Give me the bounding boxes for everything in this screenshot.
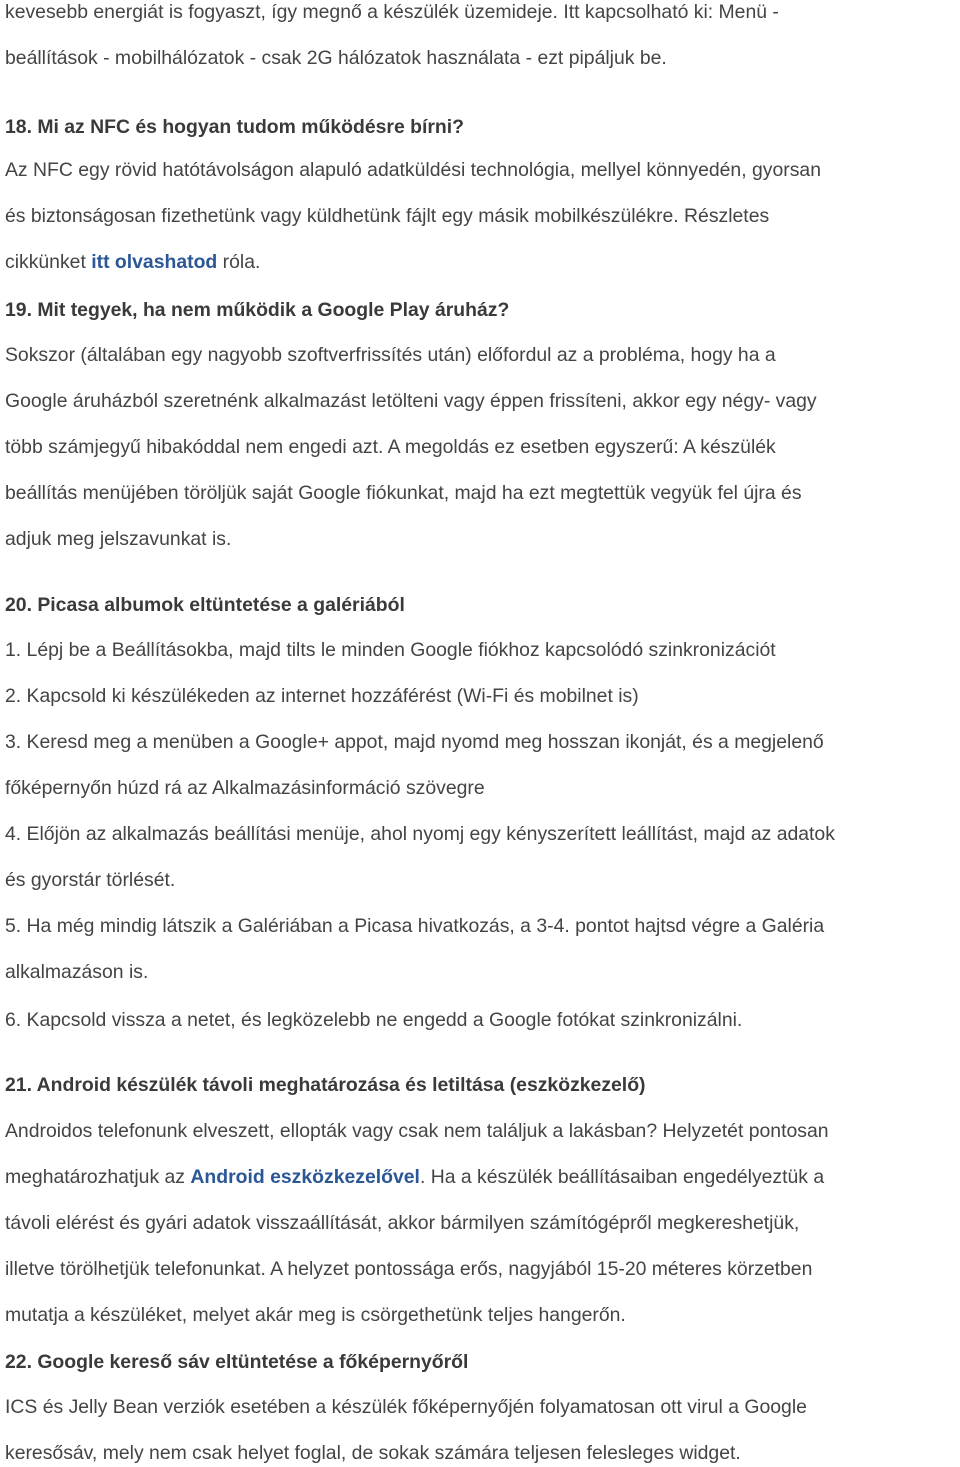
section-20-step-6: 6. Kapcsold vissza a netet, és legközelebb ne engedd a Google fotókat szinkronizálni.: [5, 1009, 743, 1031]
section-21-line-2: [5, 1165, 824, 1189]
section-18-text-post: róla.: [217, 251, 261, 273]
section-19-heading: 19. Mit tegyek, ha nem működik a Google Play áruház?: [5, 299, 510, 321]
section-20-step-5b: alkalmazáson is.: [5, 961, 149, 983]
section-21-line-3: távoli elérést és gyári adatok visszaállítását, akkor bármilyen számítógépről megkereshetjük,: [5, 1212, 800, 1234]
section-19-line-3: több számjegyű hibakóddal nem engedi azt. A megoldás ez esetben egyszerű: A készülék: [5, 436, 776, 458]
section-20-step-4b: és gyorstár törlését.: [5, 869, 176, 891]
section-21-heading: 21. Android készülék távoli meghatározása és letiltása (eszközkezelő): [5, 1074, 646, 1096]
section-18-line-1: Az NFC egy rövid hatótávolságon alapuló adatküldési technológia, mellyel könnyedén, gyorsan: [5, 159, 821, 181]
section-21-text-pre: meghatározhatjuk az: [5, 1166, 191, 1188]
section-18-heading: 18. Mi az NFC és hogyan tudom működésre bírni?: [5, 116, 464, 138]
section-19-line-5: adjuk meg jelszavunkat is.: [5, 528, 232, 550]
intro-line-2: beállítások - mobilhálózatok - csak 2G hálózatok használata - ezt pipáljuk be.: [5, 47, 667, 69]
section-19-line-1: Sokszor (általában egy nagyobb szoftverfrissítés után) előfordul az a probléma, hogy ha a: [5, 344, 776, 366]
section-22-line-1: ICS és Jelly Bean verziók esetében a készülék főképernyőjén folyamatosan ott virul a Google: [5, 1396, 807, 1418]
section-20-heading: 20. Picasa albumok eltüntetése a galériából: [5, 594, 405, 616]
section-21-line-5: mutatja a készüléket, melyet akár meg is csörgethetünk teljes hangerőn.: [5, 1304, 626, 1326]
section-20-step-2: 2. Kapcsold ki készülékeden az internet hozzáférést (Wi-Fi és mobilnet is): [5, 685, 639, 707]
section-22-line-2: keresősáv, mely nem csak helyet foglal, de sokak számára teljesen felesleges widget.: [5, 1442, 741, 1464]
intro-line-1: kevesebb energiát is fogyaszt, így megnő a készülék üzemideje. Itt kapcsolható ki: Menü -: [5, 1, 779, 23]
section-20-step-4a: 4. Előjön az alkalmazás beállítási menüje, ahol nyomj egy kényszerített leállítást, majd az adatok: [5, 823, 835, 845]
section-20-step-3b: főképernyőn húzd rá az Alkalmazásinformáció szövegre: [5, 777, 485, 799]
section-20-step-5a: 5. Ha még mindig látszik a Galériában a Picasa hivatkozás, a 3-4. pontot hajtsd végre a Galéria: [5, 915, 825, 937]
section-21-line-4: illetve törölhetjük telefonunkat. A helyzet pontossága erős, nagyjából 15-20 méteres körzetben: [5, 1258, 813, 1280]
section-22-heading: 22. Google kereső sáv eltüntetése a főképernyőről: [5, 1351, 469, 1373]
android-device-manager-link[interactable]: Android eszközkezelővel: [190, 1166, 420, 1188]
section-20-step-3a: 3. Keresd meg a menüben a Google+ appot, majd nyomd meg hosszan ikonját, és a megjelenő: [5, 731, 824, 753]
section-21-text-post: . Ha a készülék beállításaiban engedélyeztük a: [419, 1166, 825, 1188]
section-19-line-2: Google áruházból szeretnénk alkalmazást letölteni vagy éppen frissíteni, akkor egy négy- vagy: [5, 390, 817, 412]
nfc-article-link[interactable]: itt olvashatod: [91, 251, 218, 273]
section-18-line-3: [5, 250, 260, 274]
section-18-line-2: és biztonságosan fizethetünk vagy küldhetünk fájlt egy másik mobilkészülékre. Részletes: [5, 205, 770, 227]
section-21-line-1: Androidos telefonunk elveszett, ellopták vagy csak nem találjuk a lakásban? Helyzetét pontosan: [5, 1120, 829, 1142]
section-20-step-1: 1. Lépj be a Beállításokba, majd tilts le minden Google fiókhoz kapcsolódó szinkronizációt: [5, 639, 776, 661]
section-18-text-pre: cikkünket: [5, 251, 92, 273]
section-19-line-4: beállítás menüjében töröljük saját Google fiókunkat, majd ha ezt megtettük vegyük fel újra és: [5, 482, 802, 504]
